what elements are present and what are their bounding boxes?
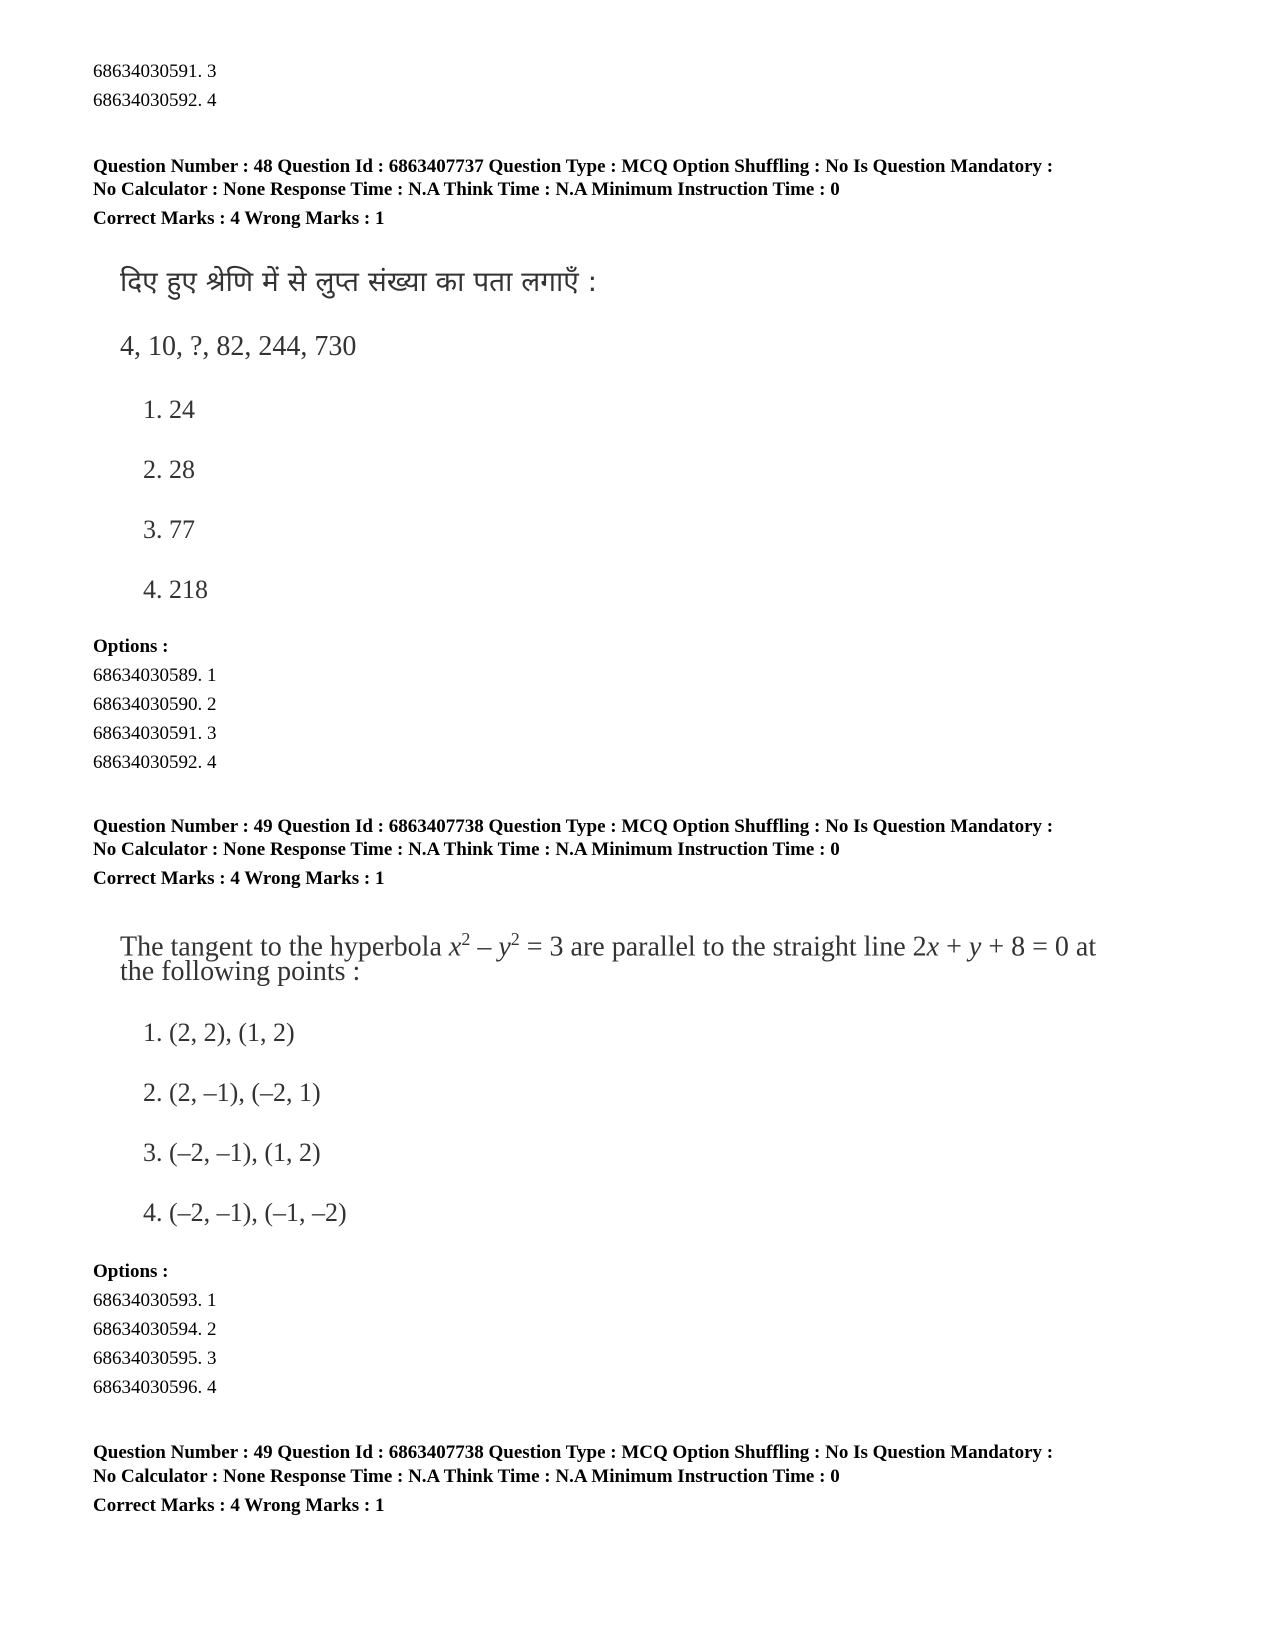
q49-header-line2: No Calculator : None Response Time : N.A Think Time : N.A Minimum Instruction Time : 0 (93, 839, 840, 860)
option-line: 68634030592. 4 (93, 752, 217, 773)
q49r-marks: Correct Marks : 4 Wrong Marks : 1 (93, 1495, 385, 1516)
option-line: 68634030590. 2 (93, 694, 217, 715)
q49r-header-line2: No Calculator : None Response Time : N.A Think Time : N.A Minimum Instruction Time : 0 (93, 1466, 840, 1487)
q49-choice: 3. (–2, –1), (1, 2) (143, 1138, 321, 1167)
option-line: 68634030589. 1 (93, 665, 217, 686)
q48-marks: Correct Marks : 4 Wrong Marks : 1 (93, 208, 385, 229)
q49-marks: Correct Marks : 4 Wrong Marks : 1 (93, 868, 385, 889)
q49-options-label: Options : (93, 1261, 169, 1282)
q49-choice: 4. (–2, –1), (–1, –2) (143, 1198, 347, 1227)
q49-choice: 2. (2, –1), (–2, 1) (143, 1078, 321, 1107)
option-line: 68634030591. 3 (93, 61, 217, 82)
q48-question-title: दिए हुए श्रेणि में से लुप्त संख्या का पता लगाएँ : (120, 265, 598, 298)
q49-question-part2: the following points : (120, 956, 361, 987)
option-line: 68634030592. 4 (93, 90, 217, 111)
math-y: y (968, 931, 982, 963)
option-line: 68634030594. 2 (93, 1319, 217, 1340)
q48-options-label: Options : (93, 636, 169, 657)
q48-choice: 4. 218 (143, 575, 208, 604)
q48-choice: 2. 28 (143, 455, 195, 484)
q48-choice: 1. 24 (143, 395, 195, 424)
option-line: 68634030593. 1 (93, 1290, 217, 1311)
option-line: 68634030591. 3 (93, 723, 217, 744)
q49-question-part1: The tangent to the hyperbola (120, 931, 442, 963)
math-y: y (498, 931, 511, 963)
q49-choice: 1. (2, 2), (1, 2) (143, 1018, 295, 1047)
q49-header-line1: Question Number : 49 Question Id : 6863407738 Question Type : MCQ Option Shuffling : No Is Question Mandatory : (93, 816, 1054, 837)
option-line: 68634030596. 4 (93, 1377, 217, 1398)
math-x: x (448, 931, 462, 963)
option-line: 68634030595. 3 (93, 1348, 217, 1369)
q48-choice: 3. 77 (143, 515, 195, 544)
math-exp: 2 (510, 929, 520, 949)
math-exp: 2 (461, 929, 471, 949)
math-x: x (926, 931, 940, 963)
q49r-header-line1: Question Number : 49 Question Id : 6863407738 Question Type : MCQ Option Shuffling : No Is Question Mandatory : (93, 1442, 1054, 1463)
q48-series: 4, 10, ?, 82, 244, 730 (120, 331, 357, 362)
q48-header-line1: Question Number : 48 Question Id : 6863407737 Question Type : MCQ Option Shuffling : No Is Question Mandatory : (93, 156, 1054, 177)
q49-question-math: = 3 are parallel to the straight line 2 (526, 931, 927, 963)
q49-question-line1: The tangent to the hyperbola $x^2 - y^2 = 3$ are parallel to the straight line 2x + y + 8 = 0 at (120, 929, 1097, 963)
q48-header-line2: No Calculator : None Response Time : N.A Think Time : N.A Minimum Instruction Time : 0 (93, 179, 840, 200)
